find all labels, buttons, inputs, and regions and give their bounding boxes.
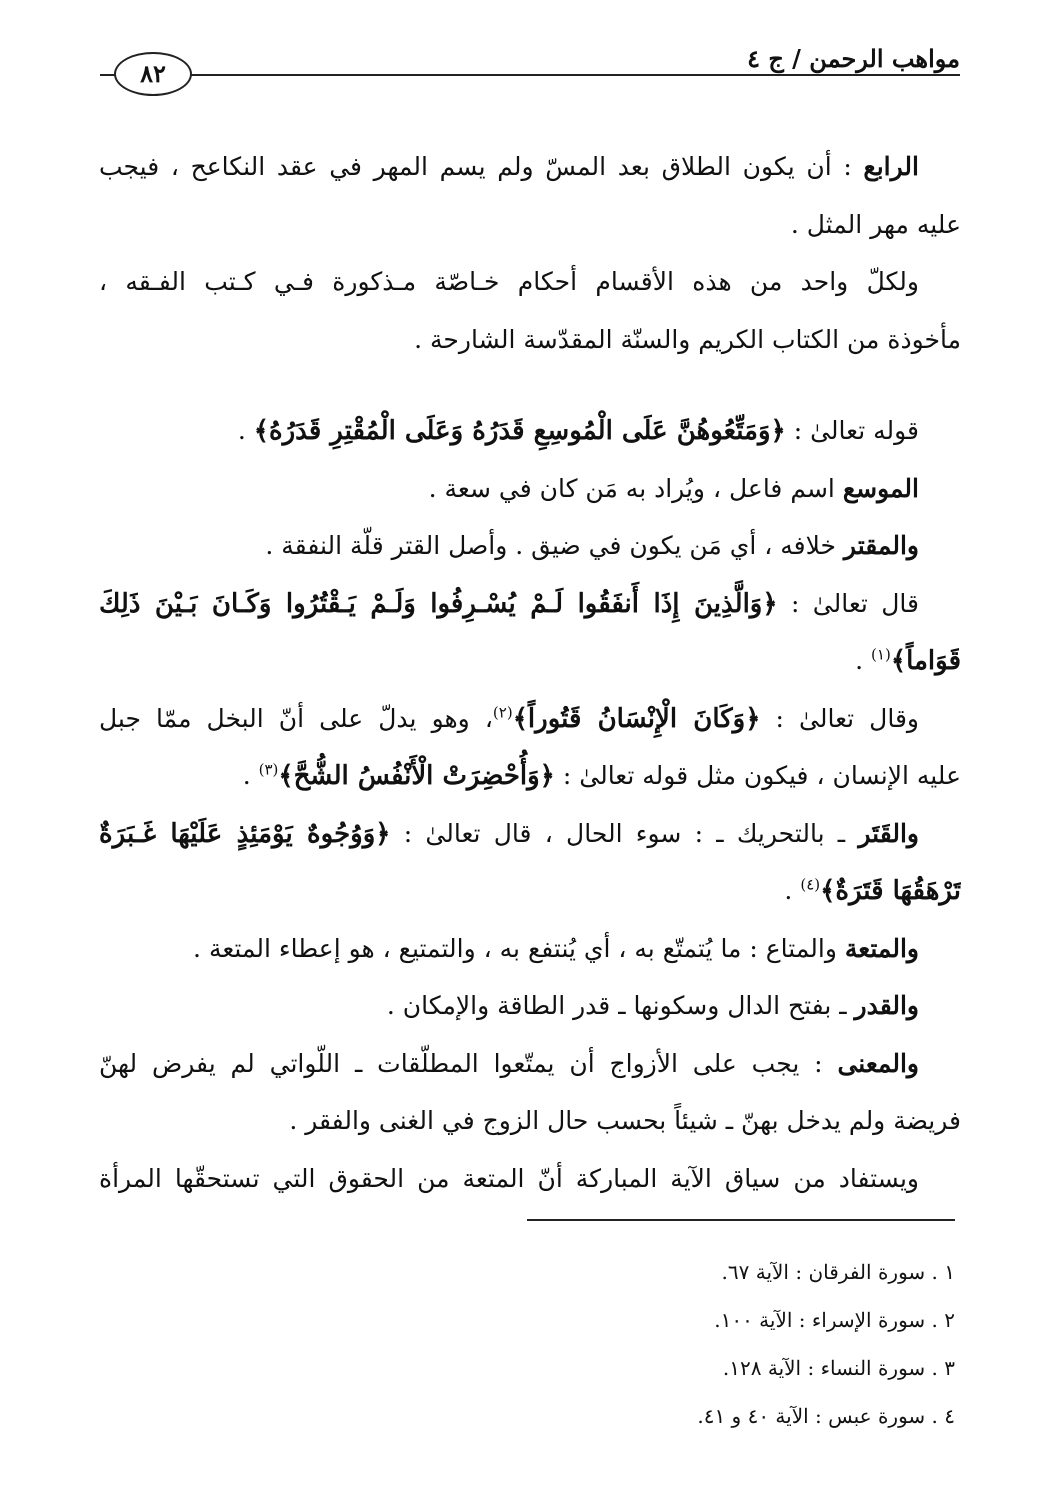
page-number: ٨٢ xyxy=(114,52,192,96)
footnote-separator xyxy=(527,1219,955,1221)
paragraph-line: عليه مهر المثل . xyxy=(790,209,961,239)
footnote-ref[interactable]: (١) xyxy=(871,645,891,664)
paragraph-line: الرابع : أن يكون الطلاق بعد المسّ ولم يسم المهر في عقد النكاعح ، فيجب xyxy=(99,152,919,181)
page-header xyxy=(100,38,960,90)
quran-verse: ﴿وَالَّذِينَ إِذَا أَنفَقُوا لَـمْ يُسْـرِفُوا وَلَـمْ يَـقْتُرُوا وَكَـانَ بَـيْنَ ذَلِكَ xyxy=(99,588,778,619)
footnote-ref[interactable]: (٣) xyxy=(258,760,279,779)
paragraph-line: والقدر ـ بفتح الدال وسكونها ـ قدر الطاقة والإمكان . xyxy=(386,991,919,1020)
paragraph-line: فريضة ولم يدخل بهنّ ـ شيئاً بحسب حال الزوج في الغنى والفقر . xyxy=(289,1106,961,1135)
quran-verse: قَوَاماً﴾ xyxy=(890,646,961,676)
term: والمقتر xyxy=(843,531,919,560)
paragraph-line: والمعنى : يجب على الأزواج أن يمتّعوا المطلّقات ـ اللّواتي لم يفرض لهنّ xyxy=(99,1048,919,1078)
term: الموسع xyxy=(842,473,919,503)
footnote: ٤ . سورة عبس : الآية ٤٠ و ٤١. xyxy=(697,1404,955,1428)
footnote: ٢ . سورة الإسراء : الآية ١٠٠. xyxy=(714,1308,955,1332)
quran-verse: ﴿وَمَتِّعُوهُنَّ عَلَى الْمُوسِعِ قَدَرُهُ وَعَلَى الْمُقْتِرِ قَدَرُهُ﴾ xyxy=(253,416,786,446)
paragraph-line: ويستفاد من سياق الآية المباركة أنّ المتعة من الحقوق التي تستحقّها المرأة xyxy=(99,1163,919,1193)
paragraph-line: والمتعة والمتاع : ما يُتمتّع به ، أي يُنتفع به ، والتمتيع ، هو إعطاء المتعة . xyxy=(193,933,919,963)
quran-verse: ﴿وَوُجُوهٌ يَوْمَئِذٍ عَلَيْهَا غَـبَرَةٌ xyxy=(99,818,391,849)
term: والقَتَر xyxy=(858,818,919,848)
paragraph-line: تَرْهَقُهَا قَتَرَةٌ﴾$^{(٤)}$ . xyxy=(784,875,961,906)
header-rule xyxy=(100,74,960,76)
footnote-ref[interactable]: (٢) xyxy=(492,703,513,722)
body-text xyxy=(99,138,961,1207)
paragraph-line: والمقتر خلافه ، أي مَن يكون في ضيق . وأصل القتر قلّة النفقة . xyxy=(265,531,919,560)
quran-verse: تَرْهَقُهَا قَتَرَةٌ﴾ xyxy=(820,876,961,906)
term: والمعنى xyxy=(837,1048,919,1078)
paragraph-line: ولكلّ واحد من هذه الأقسام أحكام خـاصّة مـذكورة فـي كـتب الفـقه ، xyxy=(99,267,919,296)
quran-verse: ﴿وَكَانَ الْإِنْسَانُ قَتُوراً﴾ xyxy=(512,703,761,734)
term: والقدر xyxy=(854,991,919,1020)
running-title: مواهب الرحمن / ج ٤ xyxy=(737,44,960,73)
footnote: ٣ . سورة النساء : الآية ١٢٨. xyxy=(722,1356,955,1380)
paragraph-line: عليه الإنسان ، فيكون مثل قوله تعالىٰ : ﴿وَأُحْضِرَتْ الْأَنْفُسُ الشُّحَّ﴾$^{(٣)}$ . xyxy=(242,760,961,791)
paragraph-line: الموسع اسم فاعل ، ويُراد به مَن كان في سعة . xyxy=(428,473,919,503)
paragraph-line: والقَتَر ـ بالتحريك ـ : سوء الحال ، قال تعالىٰ : ﴿وَوُجُوهٌ يَوْمَئِذٍ عَلَيْهَا غَـبَرَةٌ xyxy=(99,818,919,849)
section-gap xyxy=(99,368,961,402)
paragraph-line: مأخوذة من الكتاب الكريم والسنّة المقدّسة الشارحة . xyxy=(414,324,961,354)
footnotes xyxy=(355,1248,955,1440)
footnote-ref[interactable]: (٤) xyxy=(800,875,821,894)
paragraph-line: وقال تعالىٰ : ﴿وَكَانَ الْإِنْسَانُ قَتُوراً﴾$^{(٢)}$، وهو يدلّ على أنّ البخل ممّا جبل xyxy=(99,703,919,734)
paragraph-line: قَوَاماً﴾$^{(١)}$ . xyxy=(855,645,961,676)
quran-verse: ﴿وَأُحْضِرَتْ الْأَنْفُسُ الشُّحَّ﴾ xyxy=(278,761,555,791)
paragraph-line: قال تعالىٰ : ﴿وَالَّذِينَ إِذَا أَنفَقُوا لَـمْ يُسْـرِفُوا وَلَـمْ يَـقْتُرُوا وَكَـانَ بَـيْنَ ذَلِكَ xyxy=(99,588,919,619)
footnote: ١ . سورة الفرقان : الآية ٦٧. xyxy=(721,1260,955,1284)
term: الرابع xyxy=(863,152,919,181)
term: والمتعة xyxy=(844,933,919,963)
paragraph-line: قوله تعالىٰ : ﴿وَمَتِّعُوهُنَّ عَلَى الْمُوسِعِ قَدَرُهُ وَعَلَى الْمُقْتِرِ قَدَرُهُ﴾ . xyxy=(237,416,919,446)
